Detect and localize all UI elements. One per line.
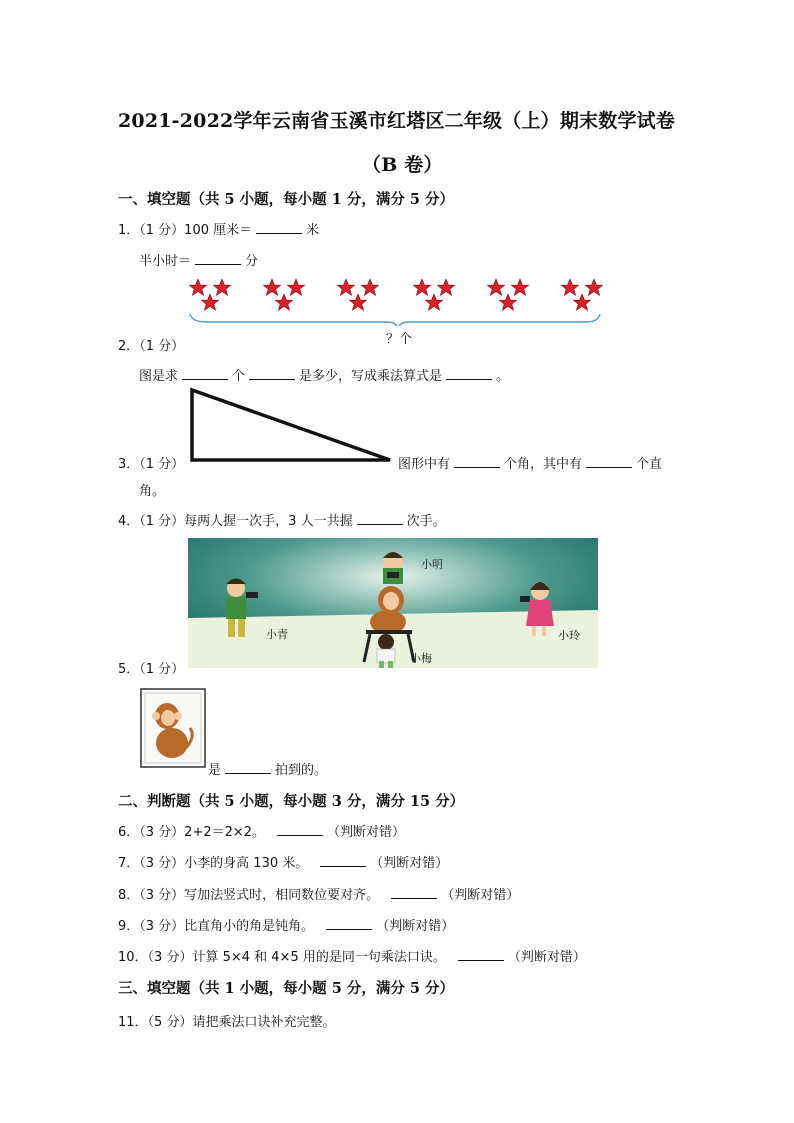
q8-post: （判断对错） [441,888,520,903]
q3-text-2: 个角，其中有 [504,457,583,472]
question-6 [118,821,405,840]
question-3-text-cont: 角。 [139,484,166,499]
label-xiaoling: 小玲 [558,629,580,642]
question-9 [118,915,454,934]
q4-blank[interactable] [357,512,403,525]
question-2-number: 2．（1 分） [118,339,185,354]
curly-brace [190,314,600,326]
q5-blank[interactable] [225,761,271,774]
q3-text-3: 个直 [636,457,663,472]
q1-a-unit: 米 [306,223,320,238]
star-group-1 [189,279,230,310]
q2-text-3: 是多少，写成乘法算式是 [299,369,443,384]
q1-b-text: 半小时＝ [139,254,192,269]
q2-blank-1[interactable] [182,367,228,380]
question-5-text [208,759,327,778]
star-group-6 [561,279,602,310]
question-10 [118,946,586,965]
q3-blank-2[interactable] [586,455,632,468]
q10-post: （判断对错） [507,950,586,965]
q6-post: （判断对错） [327,825,406,840]
label-xiaoqing: 小青 [266,628,288,641]
question-1-line-a [118,219,319,238]
child-xiaoming [383,552,403,584]
star-group-2 [263,279,304,310]
page-title: 2021-2022学年云南省玉溪市红塔区二年级（上）期末数学试卷 [118,110,676,132]
question-2-text [139,365,509,384]
q7-text: 7．（3 分）小李的身高 130 米。 [118,856,309,871]
brace-label: ？个 [386,332,413,347]
right-triangle-figure [186,386,398,466]
child-xiaomei [377,634,395,668]
question-4 [118,510,446,529]
q6-blank[interactable] [277,823,323,836]
section-3-heading: 三、填空题（共 1 小题，每小题 5 分，满分 5 分） [118,980,455,997]
q6-text: 6．（3 分）2+2＝2×2。 [118,825,266,840]
q2-blank-3[interactable] [446,367,492,380]
q7-blank[interactable] [320,854,366,867]
question-5-number: 5．（1 分） [118,662,185,677]
star-group-5 [487,279,528,310]
q8-text: 8．（3 分）写加法竖式时，相同数位要对齐。 [118,888,380,903]
stars-illustration [182,276,612,326]
q2-text-2: 个 [232,369,246,384]
question-8 [118,884,519,903]
q9-blank[interactable] [326,917,372,930]
page-subtitle: （B 卷） [362,154,443,176]
label-xiaoming: 小明 [421,558,443,571]
photo-scene-illustration [188,538,598,668]
q3-blank-1[interactable] [454,455,500,468]
q5-text-1: 是 [208,763,222,778]
q2-text-4: 。 [496,369,510,384]
question-7 [118,852,448,871]
q1-a-text: 1．（1 分）100 厘米＝ [118,223,253,238]
q7-post: （判断对错） [370,856,449,871]
section-1-heading: 一、填空题（共 5 小题，每小题 1 分，满分 5 分） [118,191,455,208]
q9-post: （判断对错） [376,919,455,934]
q2-text-1: 图是求 [139,369,179,384]
section-2-heading: 二、判断题（共 5 小题，每小题 3 分，满分 15 分） [118,793,465,810]
star-group-3 [337,279,378,310]
q10-blank[interactable] [458,948,504,961]
q4-text: 4．（1 分）每两人握一次手，3 人一共握 [118,514,353,529]
q3-text-1: 图形中有 [398,457,451,472]
q8-blank[interactable] [391,886,437,899]
q10-text: 10．（3 分）计算 5×4 和 4×5 用的是同一句乘法口诀。 [118,950,446,965]
q1-a-blank[interactable] [256,221,302,234]
q1-b-unit: 分 [245,254,259,269]
question-1-line-b [139,250,258,269]
monkey-photo [140,688,206,768]
q9-text: 9．（3 分）比直角小的角是钝角。 [118,919,315,934]
q5-text-2: 拍到的。 [275,763,328,778]
star-group-4 [413,279,454,310]
question-3-text [398,453,662,472]
question-11: 11．（5 分）请把乘法口诀补充完整。 [118,1015,336,1030]
q1-b-blank[interactable] [195,252,241,265]
label-xiaomei: 小梅 [410,652,432,665]
question-3-number: 3．（1 分） [118,457,185,472]
q4-post: 次手。 [406,514,446,529]
q2-blank-2[interactable] [249,367,295,380]
